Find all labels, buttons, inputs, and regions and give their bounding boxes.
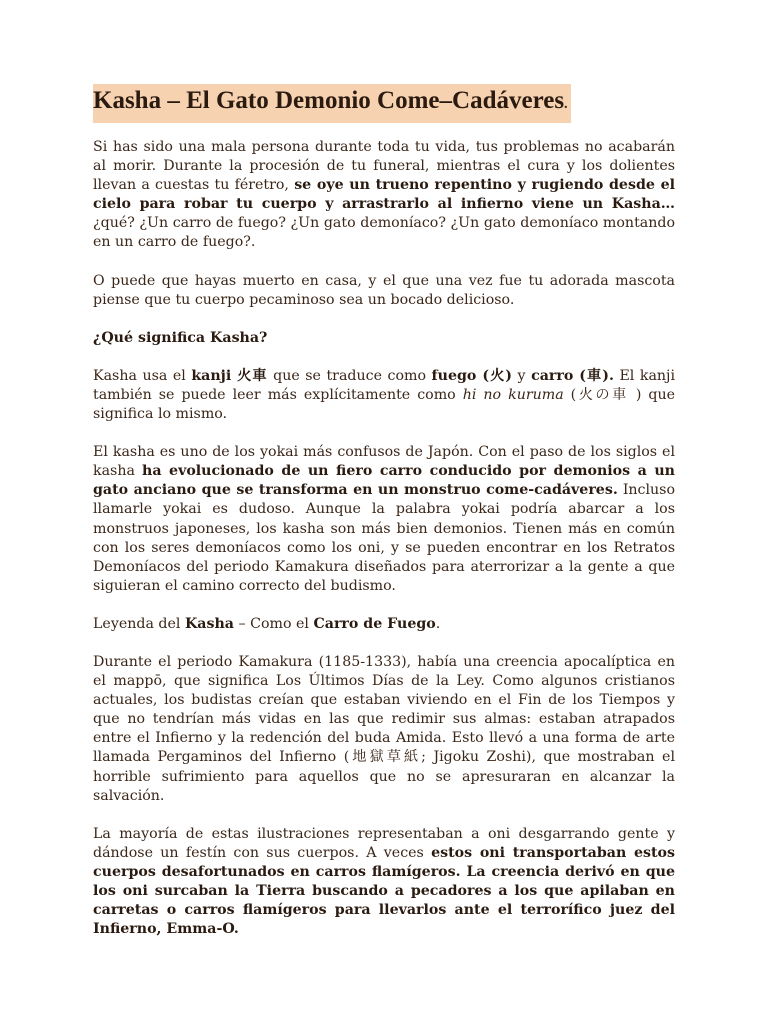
p4-text-c: Incluso llamarle yokai es dudoso. Aunque la palabra yokai podría abarcar a los monstruos japoneses, los kasha son más bien demonios. Tienen más en común con los seres demoníacos como los oni, y se pueden encontrar en los Retratos Demoníacos del periodo Kamakura diseñados para aterrorizar a la gente a que siguieran el camino correcto del budismo. (93, 482, 676, 594)
p1-text-a: Si has sido una mala persona durante toda tu vida, tus problemas no acabarán al morir. Durante la procesión de tu funeral, mientras el cura y los dolientes llevan a cuestas tu féretro, (93, 139, 675, 194)
section-heading-legend (93, 615, 675, 634)
p3-text-i: (火の車 ) que significa lo mismo. (93, 386, 675, 423)
title-dot: . (564, 97, 568, 112)
h2-bold-kasha: Kasha (184, 615, 234, 632)
p3-bold-fuego: fuego (火) (431, 367, 512, 384)
paragraph-intro (93, 138, 675, 253)
p3-bold-carro: carro (車). (531, 367, 614, 384)
document-page (93, 84, 675, 939)
p3-text-a: Kasha usa el (93, 367, 192, 384)
paragraph-kanji (93, 367, 675, 424)
p3-bold-kanji: kanji 火車 (191, 367, 268, 384)
title-wrap (93, 84, 675, 120)
p4-bold: ha evolucionado de un fiero carro conducido por demonios a un gato anciano que se transforma en un monstruo come-cadáveres. (93, 463, 675, 499)
p4-text-a: El kasha es uno de los yokai más confusos de Japón. Con el paso de los siglos el kasha (93, 444, 675, 480)
section-heading-meaning (93, 329, 675, 348)
paragraph-home: O puede que hayas muerto en casa, y el que una vez fue tu adorada mascota piense que tu cuerpo pecaminoso sea un bocado delicioso. (93, 272, 675, 308)
paragraph-kamakura: Durante el periodo Kamakura (1185-1333), había una creencia apocalíptica en el mappō, que significa Los Últimos Días de la Ley. Como algunos cristianos actuales, los budistas creían que estaban viviendo en el Fin de los Tiempos y que no tendrían más vidas en las que redimir sus almas: estaban atrapados entre el Infierno y la redención del buda Amida. Esto llevó a una forma de arte llamada Pergaminos del Infierno (地獄草紙; Jigoku Zoshi), que mostraban el horrible sufrimiento para aquellos que no se apresuraran en alcanzar la salvación. (93, 653, 675, 804)
h2-text-c: – Como el (233, 615, 314, 632)
p6-text-a: La mayoría de estas ilustraciones representaban a oni desgarrando gente y dándose un festín con sus cuerpos. A veces (93, 825, 675, 861)
h2-text-a: Leyenda del (93, 615, 185, 632)
paragraph-evolution (93, 443, 675, 596)
h2-text-e: . (435, 615, 441, 632)
p3-italic-reading: hi no kuruma (462, 386, 564, 403)
p1-text-c: ¿qué? ¿Un carro de fuego? ¿Un gato demoníaco? ¿Un gato demoníaco montando en un carro de fuego?. (93, 215, 675, 251)
p3-text-g: El kanji también se puede leer más explícitamente como (93, 367, 675, 403)
h2-bold-carro: Carro de Fuego (313, 615, 436, 632)
p3-text-e: y (512, 367, 532, 384)
paragraph-illustrations (93, 825, 675, 940)
page-title: Kasha – El Gato Demonio Come–Cadáveres. (93, 84, 571, 123)
p3-text-c: que se traduce como (267, 367, 432, 384)
p6-bold: estos oni transportaban estos cuerpos desafortunados en carros flamígeros. La creencia derivó en que los oni surcaban la Tierra buscando a pecadores a los que apilaban en carretas o carros flamígeros para llevarlos ante el terrorífico juez del Infierno, Emma-O. (93, 844, 676, 938)
heading-meaning-text: ¿Qué significa Kasha? (93, 329, 268, 346)
p1-bold: se oye un trueno repentino y rugiendo desde el cielo para robar tu cuerpo y arrastrarlo al infierno viene un Kasha… (93, 177, 675, 213)
